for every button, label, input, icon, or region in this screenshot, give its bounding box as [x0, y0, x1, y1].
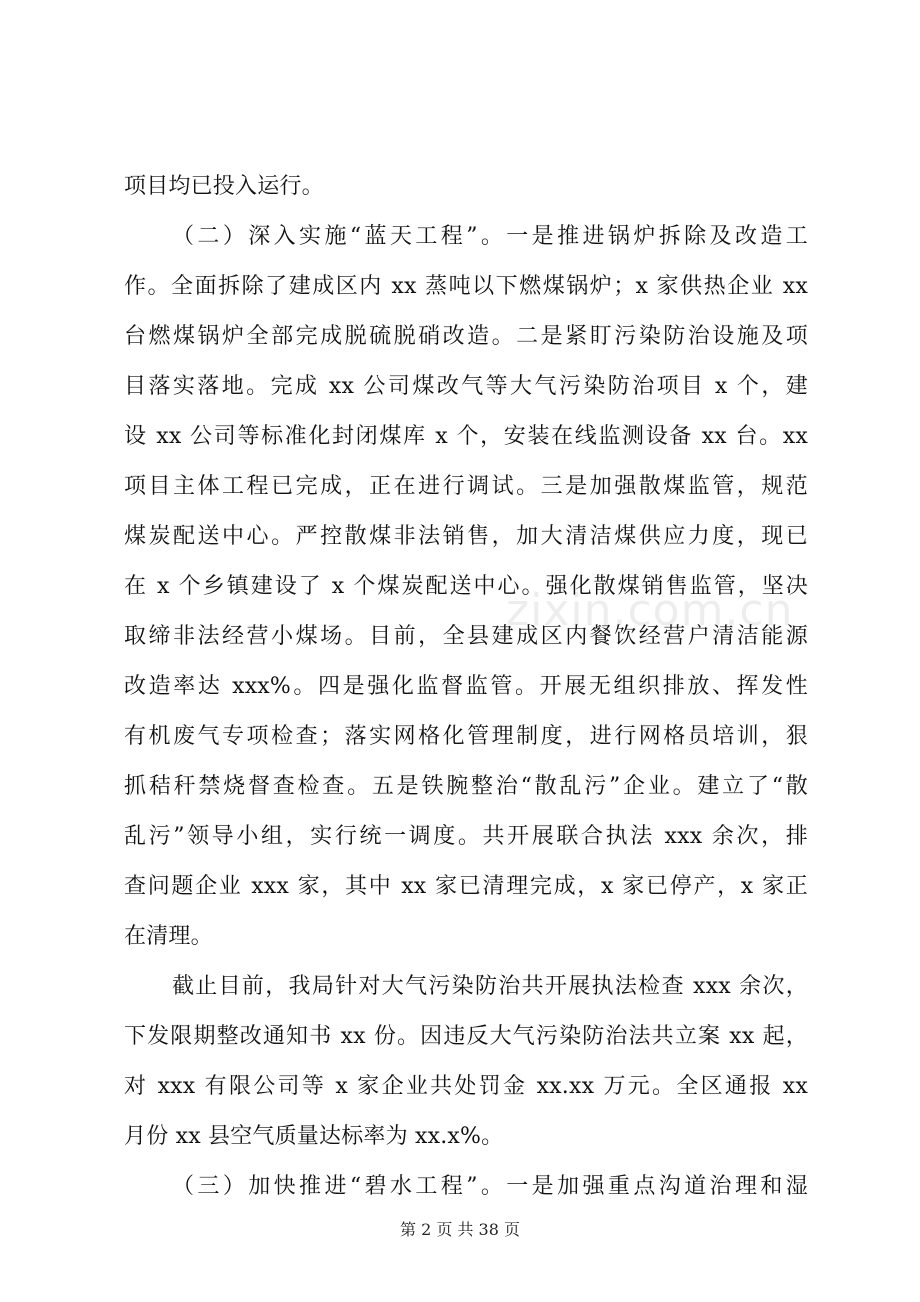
- page-footer: 第 2 页 共 38 页: [400, 1220, 520, 1239]
- text-line: 目落实落地。完成 xx 公司煤改气等大气污染防治项目 x 个，建: [124, 374, 808, 399]
- text-line: 乱污”领导小组，实行统一调度。共开展联合执法 xxx 余次，排: [124, 824, 808, 849]
- text-line: 设 xx 公司等标准化封闭煤库 x 个，安装在线监测设备 xx 台。xx: [124, 424, 808, 449]
- text-line: 下发限期整改通知书 xx 份。因违反大气污染防治法共立案 xx 起，: [124, 1024, 808, 1049]
- text-line: 项目主体工程已完成，正在进行调试。三是加强散煤监管，规范: [124, 474, 808, 499]
- text-line: 截止目前，我局针对大气污染防治共开展执法检查 xxx 余次，: [172, 974, 808, 999]
- text-line: 对 xxx 有限公司等 x 家企业共处罚金 xx.xx 万元。全区通报 xx: [124, 1074, 808, 1099]
- text-line: 作。全面拆除了建成区内 xx 蒸吨以下燃煤锅炉；x 家供热企业 xx: [124, 274, 808, 299]
- text-line: 项目均已投入运行。: [124, 174, 324, 199]
- text-line: （三）加快推进“碧水工程”。一是加强重点沟道治理和湿: [172, 1174, 808, 1199]
- text-line: 抓秸秆禁烧督查检查。五是铁腕整治“散乱污”企业。建立了“散: [124, 774, 808, 799]
- text-line: 查问题企业 xxx 家，其中 xx 家已清理完成，x 家已停产，x 家正: [124, 874, 808, 899]
- text-line: 有机废气专项检查；落实网格化管理制度，进行网格员培训，狠: [124, 724, 808, 749]
- text-line: （二）深入实施“蓝天工程”。一是推进锅炉拆除及改造工: [172, 224, 808, 249]
- watermark: zixin.com.cn: [506, 585, 794, 636]
- text-line: 月份 xx 县空气质量达标率为 xx.x%。: [124, 1124, 504, 1149]
- text-line: 在 x 个乡镇建设了 x 个煤炭配送中心。强化散煤销售监管，坚决: [124, 574, 808, 599]
- text-line: 台燃煤锅炉全部完成脱硫脱硝改造。二是紧盯污染防治设施及项: [124, 324, 808, 349]
- text-line: 改造率达 xxx%。四是强化监督监管。开展无组织排放、挥发性: [124, 674, 808, 699]
- text-line: 在清理。: [124, 924, 213, 949]
- text-line: 取缔非法经营小煤场。目前，全县建成区内餐饮经营户清洁能源: [124, 624, 808, 649]
- text-line: 煤炭配送中心。严控散煤非法销售，加大清洁煤供应力度，现已: [124, 524, 808, 549]
